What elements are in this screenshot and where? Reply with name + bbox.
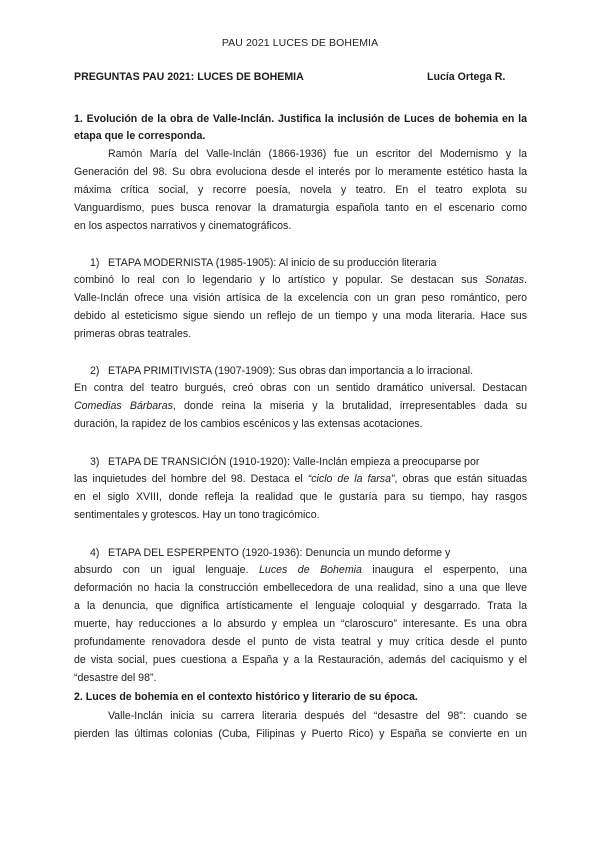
stage-4-line-3: a la denuncia, que dignifica artísticamente el lenguaje coloquial y desgarrado. Trata la (74, 600, 527, 612)
stage-2-number: 2) (90, 365, 100, 377)
stage-1-line-2: Valle-Inclán ofrece una visión artísica de la excelencia con un gran peso romántico, pero (74, 292, 527, 304)
stage-4-line-2: deformación no hacia la construcción embellecedora de una realidad, sino a una que lleve (74, 582, 527, 594)
stage-1-name: ETAPA MODERNISTA (1985-1905): (108, 257, 277, 269)
stage-1-line-4: primeras obras teatrales. (74, 328, 192, 340)
stage-3-first-text: Valle-Inclán empieza a preocuparse por (289, 456, 480, 468)
stage-3-number: 3) (90, 456, 100, 468)
stage-1-line-1: combinó lo real con lo legendario y lo artístico y popular. Se destacan sus Sonatas. (74, 274, 527, 286)
stage-4-line-7: “desastre del 98”. (74, 672, 157, 684)
stage-4-first-text: Denuncia un mundo deforme y (302, 547, 451, 559)
stage-4-line-5: profundamente renovadora desde el punto de vista teatral y muy crítica desde el punto (74, 636, 527, 648)
stage-1-line-3: debido al esteticismo sigue siendo un reflejo de un tiempo y una moda literaria. Hace sus (74, 310, 527, 322)
q1-intro-line-5: en los aspectos narrativos y cinematográficos. (74, 220, 292, 232)
stage-4-number: 4) (90, 547, 100, 559)
q1-intro-line-3: máxima crítica social, y recorre poesía, novela y teatro. En el teatro explota su (74, 184, 527, 196)
q2-line-2: pierden las últimas colonias (Cuba, Filipinas y Puerto Rico) y España se convierte en un (74, 728, 527, 740)
q1-heading-line-1: 1. Evolución de la obra de Valle-Inclán. Justifica la inclusión de Luces de bohemia en la (74, 113, 527, 125)
stage-3-line-3: sentimentales y grotescos. Hay un tono tragicómico. (74, 509, 320, 521)
stage-3-line-1: las inquietudes del hombre del 98. Destaca el “ciclo de la farsa”, obras que están situadas (74, 473, 527, 485)
q2-heading: 2. Luces de bohemia en el contexto histórico y literario de su época. (74, 691, 418, 703)
stage-4-name: ETAPA DEL ESPERPENTO (1920-1936): (108, 547, 303, 559)
stage-4-line-4: muerte, hay reducciones a lo absurdo y emplea un “claroscuro” interesante. Es una obra (74, 618, 527, 630)
q1-intro-line-2: Generación del 98. Su obra evoluciona desde el interés por lo meramente estético hasta la (74, 166, 527, 178)
stage-1-number: 1) (90, 257, 100, 269)
q1-intro-line-1: Ramón María del Valle-Inclán (1866-1936) fue un escritor del Modernismo y la (108, 148, 527, 160)
stage-4-line-1: absurdo con un igual lenguaje. Luces de Bohemia inaugura el esperpento, una (74, 564, 527, 576)
stage-2-first-text: Sus obras dan importancia a lo irracional. (275, 365, 474, 377)
stage-4-line-6: de vista social, pues cuestiona a España y a la Restauración, además del caciquismo y el (74, 654, 527, 666)
stage-2-line-3: duración, la rapidez de los cambios escénicos y las extensas acotaciones. (74, 418, 423, 430)
document-title-row (74, 71, 527, 83)
stage-2-name: ETAPA PRIMITIVISTA (1907-1909): (108, 365, 276, 377)
stage-2-line-2: Comedias Bárbaras, donde reina la miseria y la brutalidad, irrepresentables dada su (74, 400, 527, 412)
running-header: PAU 2021 LUCES DE BOHEMIA (221, 37, 379, 49)
stage-3-name: ETAPA DE TRANSICIÓN (1910-1920): (108, 456, 290, 468)
q1-intro-line-4: Vanguardismo, pues busca renovar la dramaturgia española tanto en el escenario como (74, 202, 527, 214)
q2-line-1: Valle-Inclán inicia su carrera literaria después del “desastre del 98”: cuando se (108, 710, 527, 722)
document-title: PREGUNTAS PAU 2021: LUCES DE BOHEMIA (74, 71, 304, 83)
author-name: Lucía Ortega R. (427, 71, 506, 83)
stage-1-first-text: Al inicio de su producción literaria (276, 257, 437, 269)
q1-heading-line-2: etapa que le corresponda. (74, 130, 206, 142)
stage-3-line-2: en el siglo XVIII, donde refleja la realidad que le gustaría para su tiempo, hay rasgos (74, 491, 527, 503)
stage-2-line-1: En contra del teatro burgués, creó obras con un sentido dramático universal. Destacan (74, 382, 527, 394)
